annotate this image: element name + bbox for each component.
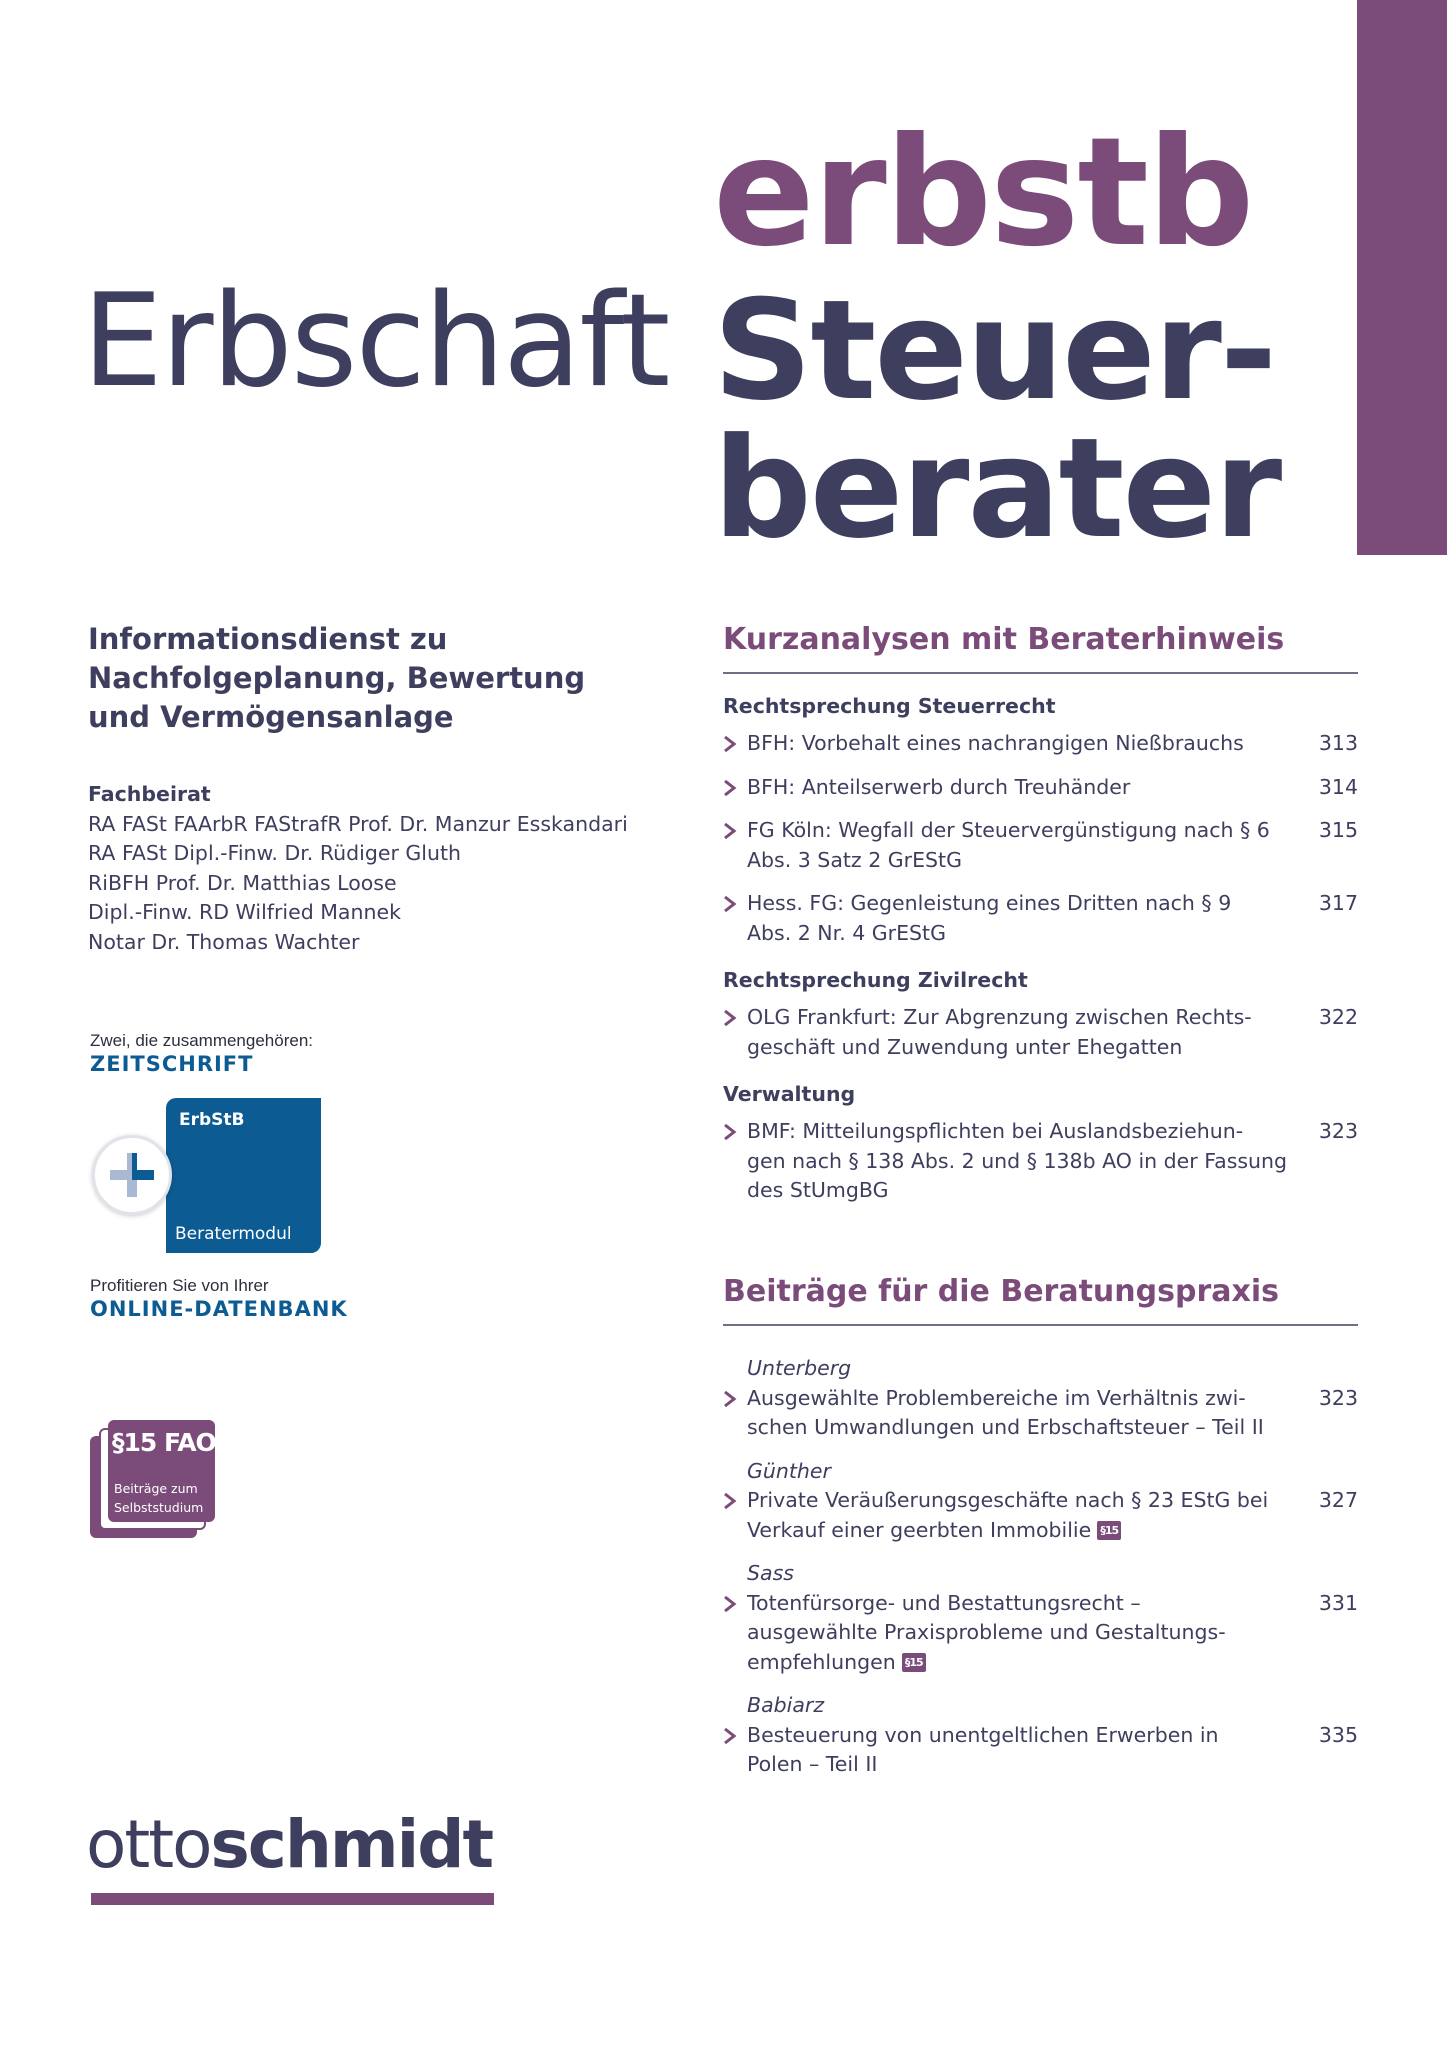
toc-entry-text: gen nach § 138 Abs. 2 und § 138b AO in der Fassung: [747, 1148, 1288, 1173]
promo-caption: Zwei, die zusammengehören:: [90, 1031, 314, 1050]
toc-entry[interactable]: [723, 1384, 1358, 1443]
brand-berater: berater: [713, 408, 1281, 569]
fao-subtitle-line: Beiträge zum: [114, 1481, 198, 1496]
toc-entry[interactable]: [723, 773, 1358, 803]
toc-entry-text: Abs. 3 Satz 2 GrEStG: [747, 847, 962, 872]
chevron-right-icon: [723, 736, 737, 752]
toc-entry-text: schen Umwandlungen und Erbschaftsteuer – Teil II: [747, 1415, 1264, 1439]
toc-entry-text: Hess. FG: Gegenleistung eines Dritten nach § 9: [747, 891, 1232, 915]
advisory-board-member: RA FASt FAArbR FAStrafR Prof. Dr. Manzur Esskandari: [88, 811, 628, 836]
advisory-board: [88, 780, 668, 957]
toc-kurzanalysen: [723, 620, 1358, 1220]
group-heading: Rechtsprechung Steuerrecht: [723, 694, 1056, 718]
chevron-right-icon: [723, 896, 737, 912]
toc-entry-text: empfehlungen: [747, 1649, 896, 1674]
advisory-board-member: Notar Dr. Thomas Wachter: [88, 929, 360, 954]
toc-entry-text: Abs. 2 Nr. 4 GrEStG: [747, 920, 946, 945]
publisher-bold: schmidt: [210, 1806, 493, 1883]
toc-entry-text: des StUmgBG: [747, 1178, 889, 1202]
promo-title: ZEITSCHRIFT: [90, 1052, 254, 1076]
fao-tag-icon: §15: [1097, 1521, 1121, 1540]
toc-entry-text: BFH: Vorbehalt eines nachrangigen Nießbrauchs: [747, 731, 1244, 755]
toc-page-number: 323: [1318, 1119, 1358, 1143]
chevron-right-icon: [723, 780, 737, 796]
advisory-board-member: RiBFH Prof. Dr. Matthias Loose: [88, 870, 397, 895]
toc-entry[interactable]: [723, 1589, 1358, 1678]
publisher-light: otto: [86, 1806, 211, 1883]
brand-steuer: Steuer-: [713, 270, 1276, 431]
group-heading: Rechtsprechung Zivilrecht: [723, 968, 1028, 992]
toc-entry-text: BFH: Anteilserwerb durch Treuhänder: [747, 774, 1131, 799]
module-name: ErbStB: [179, 1110, 245, 1130]
toc-entry-text: geschäft und Zuwendung unter Ehegatten: [747, 1034, 1183, 1059]
toc-entry[interactable]: [723, 816, 1358, 875]
toc-entry-text: Private Veräußerungsgeschäfte nach § 23 EStG bei: [747, 1488, 1269, 1512]
group-heading: Verwaltung: [723, 1082, 856, 1106]
article-author: Günther: [747, 1458, 831, 1483]
toc-page-number: 331: [1318, 1590, 1358, 1615]
toc-entry-text: ausgewählte Praxisprobleme und Gestaltungs-: [747, 1620, 1226, 1644]
brand-erbschaft: Erbschaft: [82, 267, 669, 416]
chevron-right-icon: [723, 1493, 737, 1509]
chevron-right-icon: [723, 823, 737, 839]
article-author: Unterberg: [747, 1356, 852, 1380]
toc-entry[interactable]: [723, 1117, 1358, 1206]
subtitle-line: Informationsdienst zu: [88, 622, 448, 656]
article-block: [723, 1559, 1358, 1677]
toc-page-number: 313: [1318, 731, 1358, 755]
subtitle-line: Nachfolgeplanung, Bewertung: [88, 661, 586, 695]
subtitle-line: und Vermögensanlage: [88, 700, 454, 734]
toc-entry-line: [747, 1516, 1288, 1546]
chevron-right-icon: [723, 1596, 737, 1612]
chevron-right-icon: [723, 1124, 737, 1140]
advisory-board-member: RA FASt Dipl.-Finw. Dr. Rüdiger Gluth: [88, 841, 462, 865]
toc-entry-text: Polen – Teil II: [747, 1752, 878, 1776]
promo2-caption: Profitieren Sie von Ihrer: [90, 1276, 269, 1295]
plus-icon: [92, 1135, 172, 1215]
promo2-title: ONLINE-DATENBANK: [90, 1297, 348, 1321]
article-author: Sass: [747, 1561, 794, 1585]
chevron-right-icon: [723, 1728, 737, 1744]
toc-entry-text: Verkauf einer geerbten Immobilie: [747, 1517, 1092, 1542]
module-label: Beratermodul: [175, 1224, 292, 1244]
toc-page-number: 322: [1318, 1005, 1358, 1029]
toc-entry-text: OLG Frankfurt: Zur Abgrenzung zwischen Rechts-: [747, 1005, 1252, 1029]
toc-entry-text: FG Köln: Wegfall der Steuervergünstigung nach § 6: [747, 818, 1270, 842]
advisory-board-heading: Fachbeirat: [88, 782, 211, 806]
fao-tag-icon: §15: [902, 1653, 926, 1672]
toc-entry[interactable]: [723, 729, 1358, 759]
toc-page-number: 314: [1318, 774, 1358, 799]
article-block: [723, 1354, 1358, 1443]
corner-color-bar: [1357, 0, 1447, 555]
toc-entry[interactable]: [723, 889, 1358, 948]
toc-page-number: 323: [1318, 1385, 1358, 1410]
publisher-logo: [86, 1806, 493, 1883]
toc-entry-text: Besteuerung von unentgeltlichen Erwerben in: [747, 1722, 1219, 1747]
toc-entry-line: [747, 1648, 1288, 1678]
toc-entry[interactable]: [723, 1486, 1358, 1545]
chevron-right-icon: [723, 1010, 737, 1026]
article-author: Babiarz: [747, 1693, 825, 1717]
publisher-underline: [91, 1893, 494, 1905]
subtitle: [88, 620, 608, 737]
toc-page-number: 327: [1318, 1488, 1358, 1512]
section-heading: Kurzanalysen mit Beraterhinweis: [723, 620, 1358, 674]
advisory-board-member: Dipl.-Finw. RD Wilfried Mannek: [88, 900, 401, 924]
toc-page-number: 315: [1318, 818, 1358, 842]
section-heading: Beiträge für die Beratungspraxis: [723, 1272, 1358, 1326]
fao-title: §15 FAO: [112, 1428, 216, 1457]
toc-entry-text: Ausgewählte Problembereiche im Verhältnis zwi-: [747, 1385, 1246, 1410]
toc-beitraege: [723, 1272, 1358, 1794]
toc-entry-text: BMF: Mitteilungspflichten bei Auslandsbeziehun-: [747, 1119, 1244, 1143]
fao-subtitle-line: Selbststudium: [114, 1500, 204, 1515]
toc-entry[interactable]: [723, 1721, 1358, 1780]
chevron-right-icon: [723, 1391, 737, 1407]
toc-entry-text: Totenfürsorge- und Bestattungsrecht –: [747, 1590, 1141, 1615]
fao-subtitle: [114, 1479, 203, 1517]
article-block: [723, 1691, 1358, 1780]
toc-page-number: 335: [1318, 1722, 1358, 1747]
article-block: [723, 1457, 1358, 1546]
toc-page-number: 317: [1318, 891, 1358, 915]
brand-erbstb: erbstb: [713, 106, 1253, 280]
fao-badge: [90, 1420, 230, 1550]
fao-card-front: [108, 1420, 215, 1522]
toc-entry[interactable]: [723, 1003, 1358, 1062]
